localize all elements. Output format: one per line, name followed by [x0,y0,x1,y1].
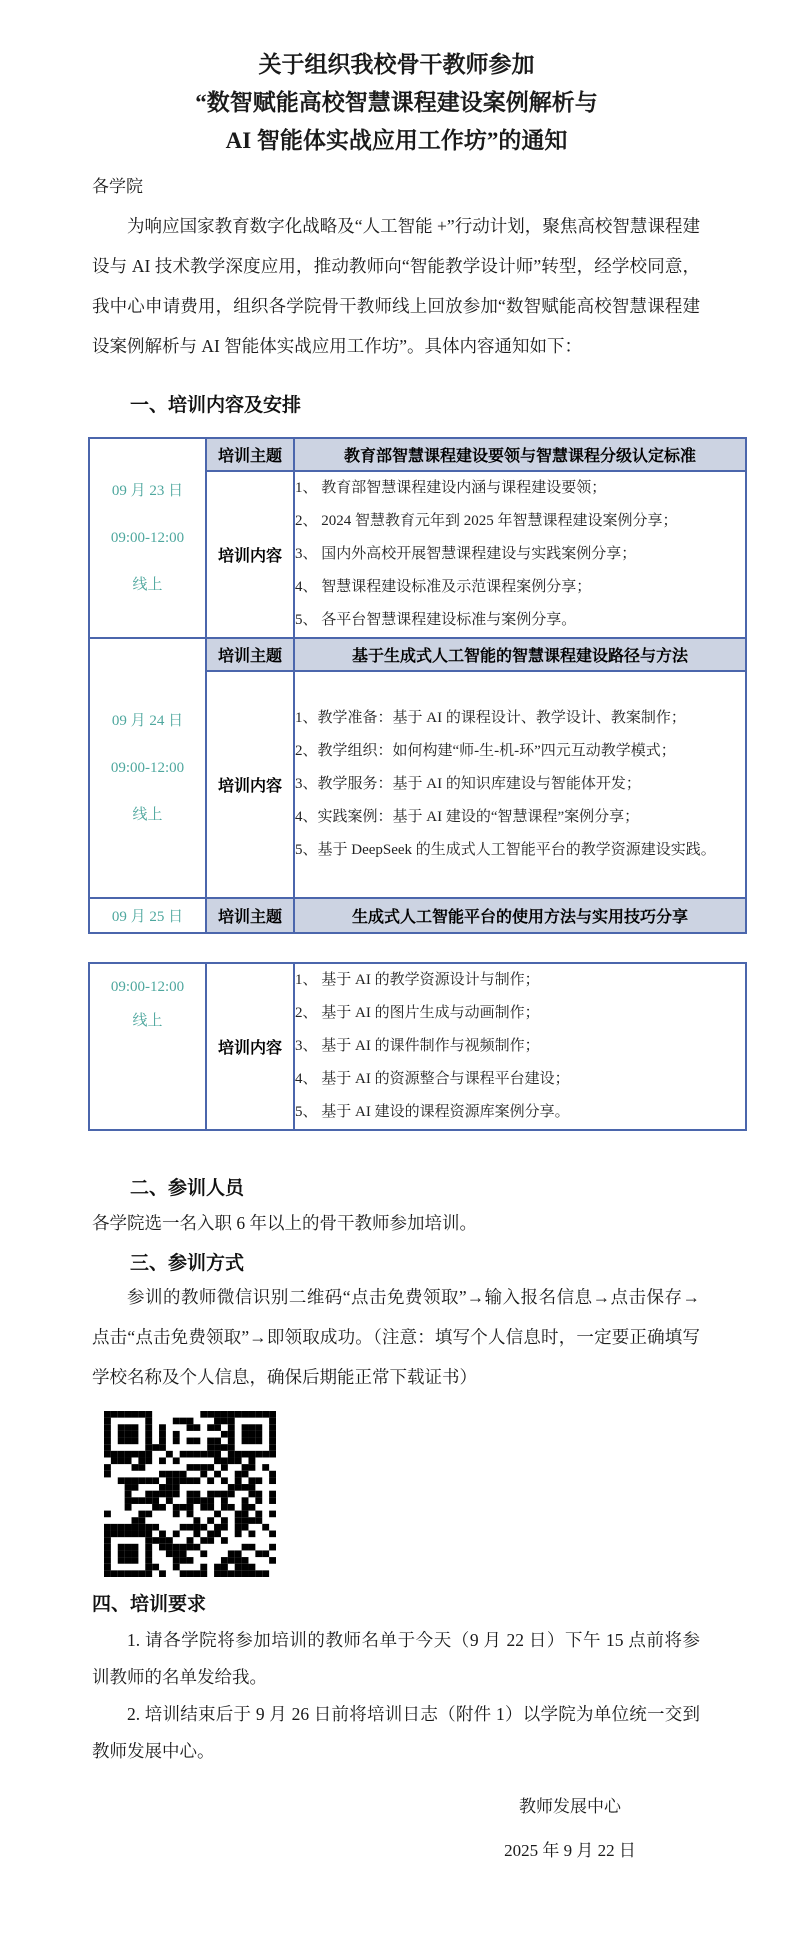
training-schedule-table-2 [88,962,747,1131]
title-line-3: AI 智能体实战应用工作坊”的通知 [225,128,568,153]
qr-code-icon [104,1411,276,1577]
topic-label: 培训主题 [206,438,294,471]
day1-mode: 线上 [132,576,163,593]
list-item: 3、 基于 AI 的课件制作与视频制作； [295,1038,540,1054]
signature-org: 教师发展中心 [519,1797,621,1816]
title-line-1: 关于组织我校骨干教师参加 [258,52,535,77]
list-item: 1、教学准备：基于 AI 的课程设计、教学设计、教案制作； [295,710,686,726]
day1-date-cell [89,438,206,638]
list-item: 1、 教育部智慧课程建设内涵与课程建设要领； [295,480,607,496]
day2-mode: 线上 [132,806,163,823]
list-item: 2、 2024 智慧教育元年到 2025 年智慧课程建设案例分享； [295,513,678,529]
day2-content-items [294,671,746,898]
section-2-heading: 二、参训人员 [130,1178,245,1199]
day3-mode: 线上 [132,1013,163,1029]
list-item: 5、 基于 AI 建设的课程资源库案例分享。 [295,1104,570,1120]
intro-paragraph: 为响应国家教育数字化战略及“人工智能 +”行动计划，聚焦高校智慧课程建设与 AI 技术教学深度应用，推动教师向“智能教学设计师”转型，经学校同意，我中心申请费用，组织各学院骨干教师线上回放参加“数智赋能高校智慧课程建设案例解析与 AI 智能体实战应用工作坊”。具体内容通知如下： [92,216,700,356]
content-label: 培训内容 [206,963,294,1130]
list-item: 3、教学服务：基于 AI 的知识库建设与智能体开发； [295,776,641,792]
requirement-item-1: 1. 请各学院将参加培训的教师名单于今天（9 月 22 日）下午 15 点前将参训教师的名单发给我。 [92,1630,700,1687]
table-gap [0,934,793,962]
day2-date: 09 月 24 日 [111,712,184,729]
title-line-2: “数智赋能高校智慧课程建设案例解析与 [195,90,598,115]
list-item: 4、 基于 AI 的资源整合与课程平台建设； [295,1071,570,1087]
day3-date-cell: 09 月 25 日 [89,898,206,933]
list-item: 3、 国内外高校开展智慧课程建设与实践案例分享； [295,546,637,562]
content-label: 培训内容 [206,671,294,898]
topic-label: 培训主题 [206,638,294,671]
day3-content-items [294,963,746,1130]
day1-topic: 教育部智慧课程建设要领与智慧课程分级认定标准 [294,438,746,471]
signature-block [440,1794,700,1864]
day3-time: 09:00-12:00 [110,979,185,995]
section-3-body: 参训的教师微信识别二维码“点击免费领取”→输入报名信息→点击保存→点击“点击免费领取”→即领取成功。（注意：填写个人信息时，一定要正确填写学校名称及个人信息，确保后期能正常下载证书） [92,1287,700,1387]
list-item: 4、实践案例：基于 AI 建设的“智慧课程”案例分享； [295,809,640,825]
day2-topic: 基于生成式人工智能的智慧课程建设路径与方法 [294,638,746,671]
training-schedule-table-1 [88,437,747,934]
list-item: 2、教学组织：如何构建“师-生-机-环”四元互动教学模式； [295,743,676,759]
content-label: 培训内容 [206,471,294,638]
day2-time: 09:00-12:00 [110,759,185,776]
bottom-padding [0,1864,793,1934]
table-row [89,438,746,471]
list-item: 2、 基于 AI 的图片生成与动画制作； [295,1005,540,1021]
section-2-body: 各学院选一名入职 6 年以上的骨干教师参加培训。 [92,1213,477,1233]
signature-date: 2025 年 9 月 22 日 [504,1841,636,1860]
requirement-item-2: 2. 培训结束后于 9 月 26 日前将培训日志（附件 1）以学院为单位统一交到教师发展中心。 [92,1704,700,1761]
list-item: 1、 基于 AI 的教学资源设计与制作； [295,972,540,988]
document-title [60,46,733,160]
qr-code [104,1411,276,1577]
day3-time-cell [89,963,206,1130]
list-item: 5、基于 DeepSeek 的生成式人工智能平台的教学资源建设实践。 [295,842,716,858]
table-row [89,898,746,933]
day1-content-items [294,471,746,638]
day1-date: 09 月 23 日 [111,482,184,499]
topic-label: 培训主题 [206,898,294,933]
list-item: 5、 各平台智慧课程建设标准与案例分享。 [295,612,577,628]
salutation: 各学院 [92,177,143,196]
day3-topic: 生成式人工智能平台的使用方法与实用技巧分享 [294,898,746,933]
section-1-heading: 一、培训内容及安排 [130,395,302,416]
section-4-heading: 四、培训要求 [92,1594,207,1615]
list-item: 4、 智慧课程建设标准及示范课程案例分享； [295,579,592,595]
day1-time: 09:00-12:00 [110,529,185,546]
section-3-heading: 三、参训方式 [130,1253,245,1274]
table-row [89,638,746,671]
table-row [89,963,746,1130]
day2-date-cell [89,638,206,898]
